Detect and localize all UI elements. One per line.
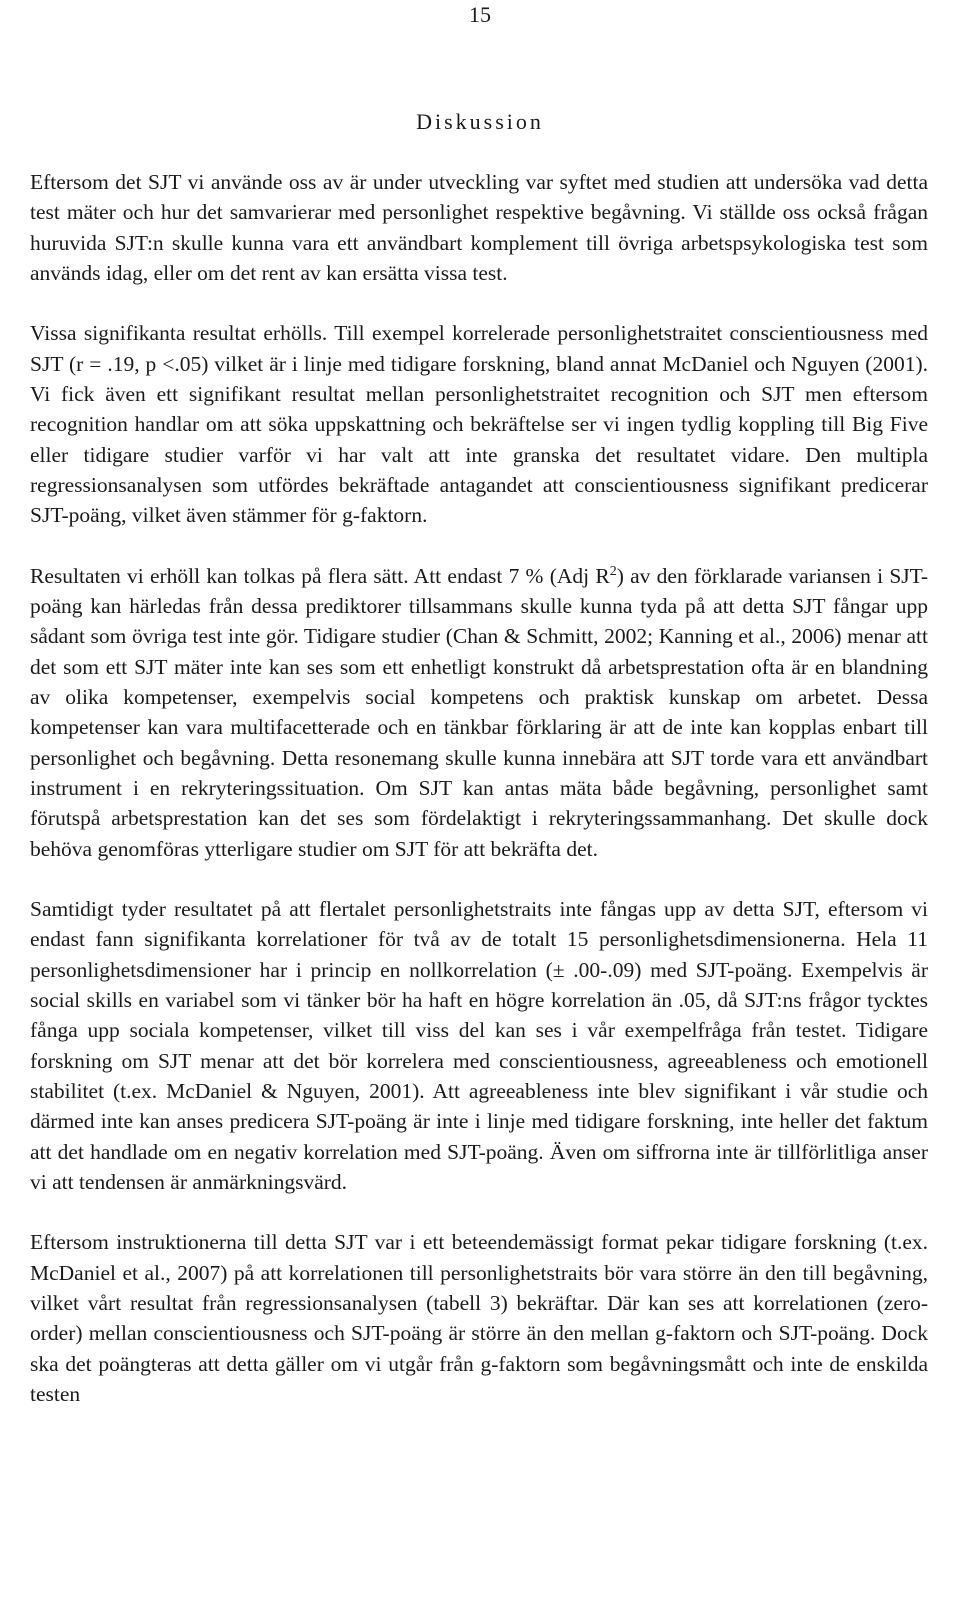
section-heading: Diskussion: [416, 109, 544, 134]
paragraph-5: Eftersom instruktionerna till detta SJT var i ett beteendemässigt format pekar tidigare forskning (t.ex. McDaniel et al., 2007) på att korrelationen till personlighetstraits bör vara större än den till begåvning, vilket vårt resultat från regressionsanalysen (tabell 3) bekräftar. Där kan ses att korrelationen (zero-order) mellan conscientiousness och SJT-poäng är större än den mellan g-faktorn och SJT-poäng. Dock ska det poängteras att detta gäller om vi utgår från g-faktorn som begåvningsmått och inte de enskilda testen: [30, 1230, 928, 1406]
body-text: [30, 167, 928, 1409]
paragraph-3-text-before: Resultaten vi erhöll kan tolkas på flera sätt. Att endast 7 % (Adj R: [30, 563, 610, 588]
paragraph-3-text-after: ) av den förklarade variansen i SJT-poäng kan härledas från dessa prediktorer tillsammans skulle kunna tyda på att detta SJT fångar upp sådant som övriga test inte gör. Tidigare studier (Chan & Schmitt, 2002; Kanning et al., 2006) menar att det som ett SJT mäter inte kan ses som ett enhetligt konstrukt då arbetsprestation ofta är en blandning av olika kompetenser, exempelvis social kompetens och praktisk kunskap om arbetet. Dessa kompetenser kan vara multifacetterade och en tänkbar förklaring är att de inte kan kopplas enbart till personlighet och begåvning. Detta resonemang skulle kunna innebära att SJT torde vara ett användbart instrument i en rekryteringssituation. Om SJT kan antas mäta både begåvning, personlighet samt förutspå arbetsprestation kan det ses som fördelaktigt i rekryteringssammanhang. Det skulle dock behöva genomföras ytterligare studier om SJT för att bekräfta det.: [30, 563, 928, 861]
page-number: 15: [469, 2, 491, 27]
r-squared-superscript: 2: [609, 563, 617, 579]
paragraph-2: Vissa signifikanta resultat erhölls. Till exempel korrelerade personlighetstraitet conscientiousness med SJT (r = .19, p <.05) vilket är i linje med tidigare forskning, bland annat McDaniel och Nguyen (2001). Vi fick även ett signifikant resultat mellan personlighetstraitet recognition och SJT men eftersom recognition handlar om att söka uppskattning och bekräftelse ser vi ingen tydlig koppling till Big Five eller tidigare studier varför vi har valt att inte granska det resultatet vidare. Den multipla regressionsanalysen som utfördes bekräftade antagandet att conscientiousness signifikant predicerar SJT-poäng, vilket även stämmer för g-faktorn.: [30, 321, 928, 528]
paragraph-4: Samtidigt tyder resultatet på att flertalet personlighetstraits inte fångas upp av detta SJT, eftersom vi endast fann signifikanta korrelationer för två av de totalt 15 personlighetsdimensionerna. Hela 11 personlighetsdimensioner har i princip en nollkorrelation (± .00-.09) med SJT-poäng. Exempelvis är social skills en variabel som vi tänker bör ha haft en högre korrelation än .05, då SJT:ns frågor tycktes fånga upp sociala kompetenser, vilket till viss del kan ses i vår exempelfråga från testet. Tidigare forskning om SJT menar att det bör korrelera med conscientiousness, agreeableness och emotionell stabilitet (t.ex. McDaniel & Nguyen, 2001). Att agreeableness inte blev signifikant i vår studie och därmed inte kan anses predicera SJT-poäng är inte i linje med tidigare forskning, inte heller det faktum att det handlade om en negativ korrelation med SJT-poäng. Även om siffrorna inte är tillförlitliga anser vi att tendensen är anmärkningsvärd.: [30, 897, 928, 1194]
paragraph-1: Eftersom det SJT vi använde oss av är under utveckling var syftet med studien att undersöka vad detta test mäter och hur det samvarierar med personlighet respektive begåvning. Vi ställde oss också frågan huruvida SJT:n skulle kunna vara ett användbart komplement till övriga arbetspsykologiska test som används idag, eller om det rent av kan ersätta vissa test.: [30, 170, 928, 285]
paragraph-3: [30, 561, 928, 864]
